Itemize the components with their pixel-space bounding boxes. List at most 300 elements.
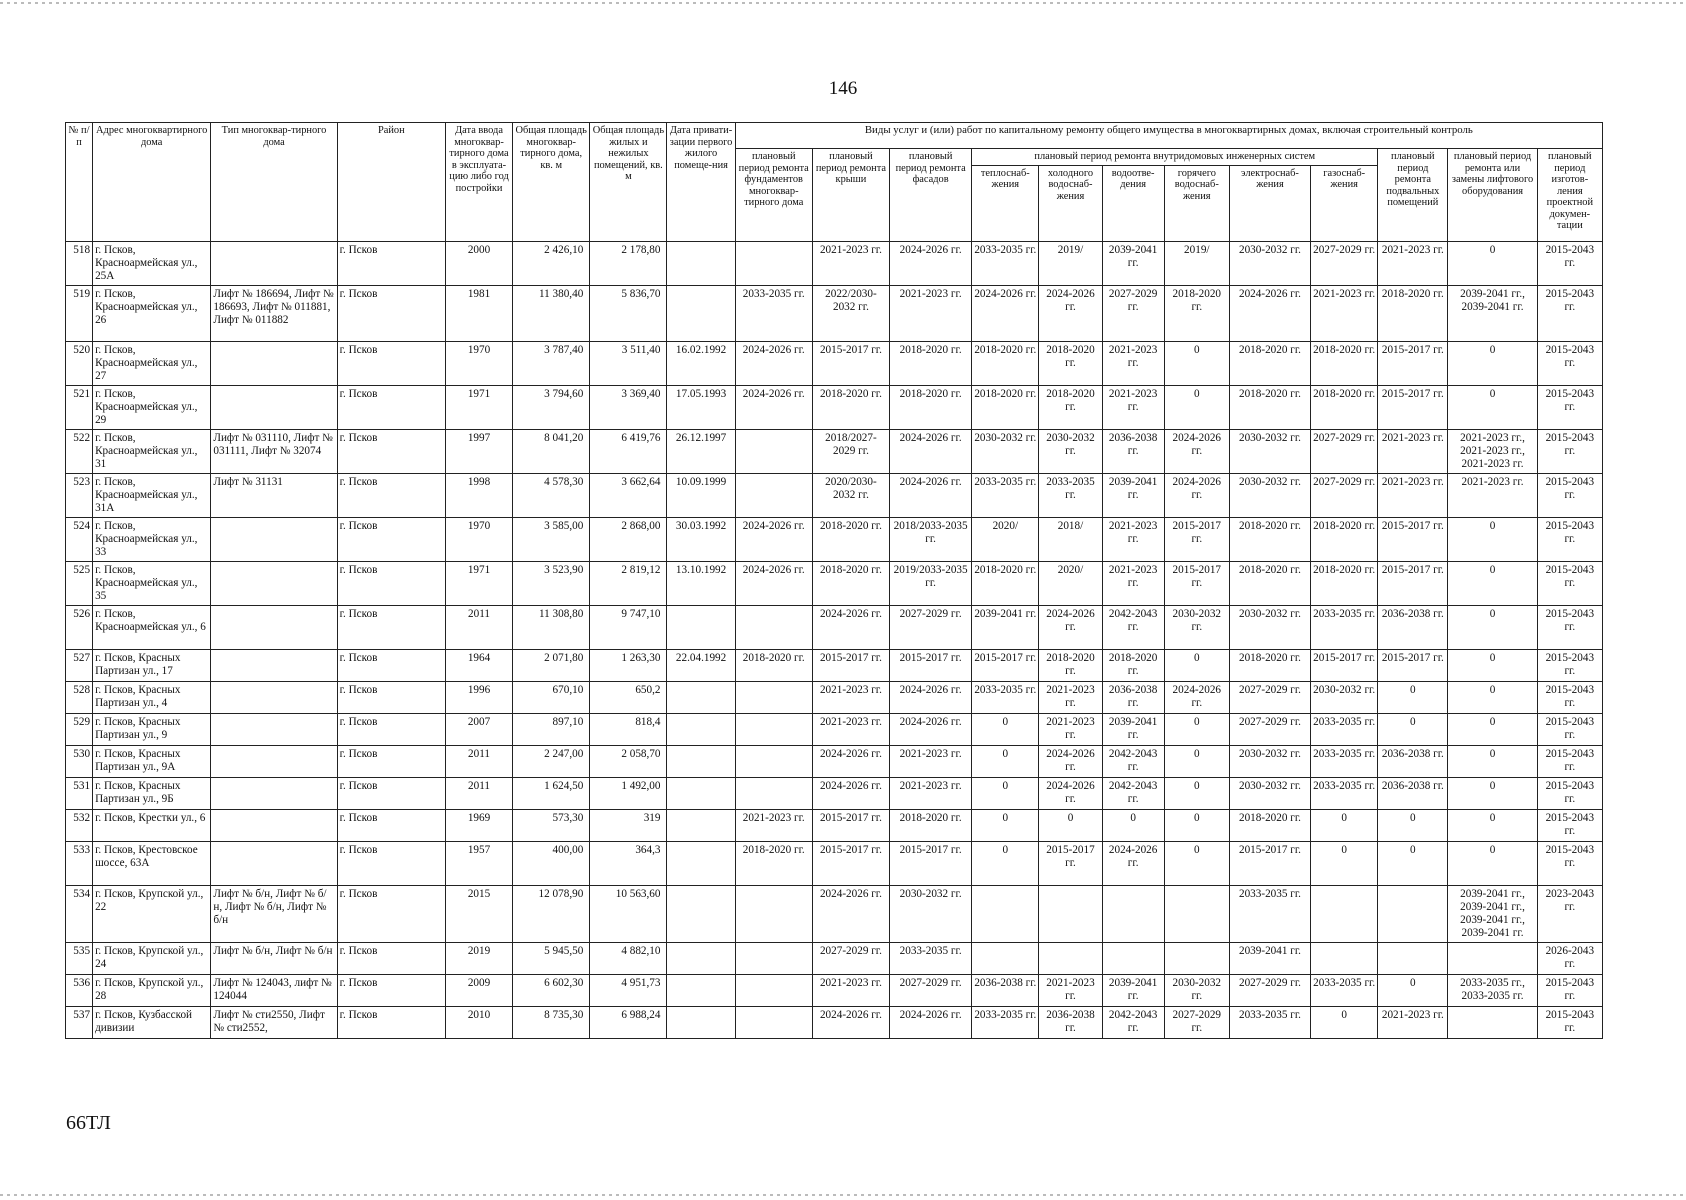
- facade-cell: 2018-2020 гг.: [890, 341, 972, 385]
- privatization-cell: [667, 1006, 735, 1038]
- row-num: 526: [66, 605, 93, 649]
- total-area-cell: 573,30: [513, 809, 590, 841]
- gas-cell: 2018-2020 гг.: [1311, 341, 1378, 385]
- heat-cell: 2033-2035 гг.: [972, 681, 1039, 713]
- heat-cell: 2030-2032 гг.: [972, 429, 1039, 473]
- basement-cell: 0: [1378, 974, 1448, 1006]
- district-cell: г. Псков: [337, 777, 445, 809]
- address-cell: г. Псков, Крупской ул., 22: [93, 885, 211, 942]
- living-area-cell: 3 369,40: [590, 385, 667, 429]
- sewer-cell: 2036-2038 гг.: [1102, 681, 1164, 713]
- project-cell: 2015-2043 гг.: [1537, 385, 1602, 429]
- table-row: [66, 841, 1603, 885]
- project-cell: 2015-2043 гг.: [1537, 1006, 1602, 1038]
- total-area-cell: 1 624,50: [513, 777, 590, 809]
- address-cell: г. Псков, Красноармейская ул., 31: [93, 429, 211, 473]
- lift-cell: [1448, 1006, 1537, 1038]
- sewer-cell: 0: [1102, 809, 1164, 841]
- electric-cell: 2030-2032 гг.: [1229, 429, 1310, 473]
- sewer-cell: 2024-2026 гг.: [1102, 841, 1164, 885]
- hot-water-cell: 0: [1164, 745, 1229, 777]
- lift-cell: 0: [1448, 517, 1537, 561]
- address-cell: г. Псков, Красноармейская ул., 27: [93, 341, 211, 385]
- table-row: [66, 777, 1603, 809]
- address-cell: г. Псков, Красноармейская ул., 31А: [93, 473, 211, 517]
- district-cell: г. Псков: [337, 885, 445, 942]
- row-num: 525: [66, 561, 93, 605]
- lift-cell: 2039-2041 гг., 2039-2041 гг., 2039-2041 гг., 2039-2041 гг.: [1448, 885, 1537, 942]
- heat-cell: 0: [972, 841, 1039, 885]
- table-row: [66, 649, 1603, 681]
- hot-water-cell: 2024-2026 гг.: [1164, 473, 1229, 517]
- header-lift: плановый период ремонта или замены лифтового оборудования: [1448, 149, 1537, 242]
- sewer-cell: 2021-2023 гг.: [1102, 517, 1164, 561]
- total-area-cell: 8 735,30: [513, 1006, 590, 1038]
- basement-cell: 0: [1378, 809, 1448, 841]
- gas-cell: 2018-2020 гг.: [1311, 517, 1378, 561]
- hot-water-cell: 0: [1164, 713, 1229, 745]
- foundation-cell: 2024-2026 гг.: [735, 561, 812, 605]
- year-cell: 2011: [445, 745, 512, 777]
- row-num: 521: [66, 385, 93, 429]
- header-project: плановый период изготов-ления проектной докумен-тации: [1537, 149, 1602, 242]
- district-cell: г. Псков: [337, 841, 445, 885]
- heat-cell: [972, 942, 1039, 974]
- cold-water-cell: 2015-2017 гг.: [1039, 841, 1102, 885]
- electric-cell: 2018-2020 гг.: [1229, 517, 1310, 561]
- lift-cell: 0: [1448, 777, 1537, 809]
- living-area-cell: 4 951,73: [590, 974, 667, 1006]
- scan-edge-bottom: [0, 1194, 1686, 1196]
- year-cell: 1971: [445, 385, 512, 429]
- gas-cell: 2033-2035 гг.: [1311, 974, 1378, 1006]
- roof-cell: 2024-2026 гг.: [812, 745, 889, 777]
- gas-cell: 2033-2035 гг.: [1311, 713, 1378, 745]
- hot-water-cell: 0: [1164, 341, 1229, 385]
- living-area-cell: 2 819,12: [590, 561, 667, 605]
- basement-cell: 2021-2023 гг.: [1378, 473, 1448, 517]
- project-cell: 2026-2043 гг.: [1537, 942, 1602, 974]
- sewer-cell: [1102, 885, 1164, 942]
- district-cell: г. Псков: [337, 285, 445, 341]
- heat-cell: 2039-2041 гг.: [972, 605, 1039, 649]
- lift-cell: 0: [1448, 385, 1537, 429]
- cold-water-cell: 2018-2020 гг.: [1039, 385, 1102, 429]
- header-hot-water: горячего водоснаб-жения: [1164, 165, 1229, 241]
- sewer-cell: 2036-2038 гг.: [1102, 429, 1164, 473]
- facade-cell: 2027-2029 гг.: [890, 974, 972, 1006]
- project-cell: 2015-2043 гг.: [1537, 561, 1602, 605]
- table-row: [66, 341, 1603, 385]
- sewer-cell: [1102, 942, 1164, 974]
- privatization-cell: [667, 841, 735, 885]
- total-area-cell: 3 523,90: [513, 561, 590, 605]
- basement-cell: 0: [1378, 713, 1448, 745]
- privatization-cell: 17.05.1993: [667, 385, 735, 429]
- lift-cell: [1448, 942, 1537, 974]
- row-num: 535: [66, 942, 93, 974]
- header-sewer: водоотве-дения: [1102, 165, 1164, 241]
- facade-cell: 2027-2029 гг.: [890, 605, 972, 649]
- heat-cell: 2033-2035 гг.: [972, 473, 1039, 517]
- total-area-cell: 3 787,40: [513, 341, 590, 385]
- facade-cell: 2018/2033-2035 гг.: [890, 517, 972, 561]
- electric-cell: 2024-2026 гг.: [1229, 285, 1310, 341]
- living-area-cell: 3 662,64: [590, 473, 667, 517]
- address-cell: г. Псков, Красноармейская ул., 33: [93, 517, 211, 561]
- sewer-cell: 2042-2043 гг.: [1102, 745, 1164, 777]
- year-cell: 2019: [445, 942, 512, 974]
- project-cell: 2015-2043 гг.: [1537, 241, 1602, 285]
- sewer-cell: 2042-2043 гг.: [1102, 1006, 1164, 1038]
- facade-cell: 2024-2026 гг.: [890, 681, 972, 713]
- electric-cell: 2030-2032 гг.: [1229, 777, 1310, 809]
- table-row: [66, 1006, 1603, 1038]
- total-area-cell: 670,10: [513, 681, 590, 713]
- header-num: № п/п: [66, 123, 93, 242]
- foundation-cell: [735, 974, 812, 1006]
- heat-cell: 2020/: [972, 517, 1039, 561]
- address-cell: г. Псков, Красноармейская ул., 26: [93, 285, 211, 341]
- lift-type-cell: Лифт № б/н, Лифт № б/н, Лифт № б/н, Лифт № б/н: [211, 885, 337, 942]
- living-area-cell: 818,4: [590, 713, 667, 745]
- sewer-cell: 2039-2041 гг.: [1102, 473, 1164, 517]
- header-privatization: Дата привати-зации первого жилого помеще-ния: [667, 123, 735, 242]
- privatization-cell: 22.04.1992: [667, 649, 735, 681]
- district-cell: г. Псков: [337, 681, 445, 713]
- facade-cell: 2018-2020 гг.: [890, 809, 972, 841]
- row-num: 522: [66, 429, 93, 473]
- total-area-cell: 2 071,80: [513, 649, 590, 681]
- table-row: [66, 517, 1603, 561]
- heat-cell: 2015-2017 гг.: [972, 649, 1039, 681]
- year-cell: 1970: [445, 341, 512, 385]
- electric-cell: 2039-2041 гг.: [1229, 942, 1310, 974]
- heat-cell: 2018-2020 гг.: [972, 341, 1039, 385]
- cold-water-cell: [1039, 942, 1102, 974]
- foundation-cell: [735, 713, 812, 745]
- table-row: [66, 285, 1603, 341]
- total-area-cell: 6 602,30: [513, 974, 590, 1006]
- header-living-area: Общая площадь жилых и нежилых помещений, кв. м: [590, 123, 667, 242]
- living-area-cell: 2 178,80: [590, 241, 667, 285]
- lift-cell: 0: [1448, 561, 1537, 605]
- cold-water-cell: 2036-2038 гг.: [1039, 1006, 1102, 1038]
- cold-water-cell: 2021-2023 гг.: [1039, 681, 1102, 713]
- lift-type-cell: [211, 605, 337, 649]
- lift-cell: 2039-2041 гг., 2039-2041 гг.: [1448, 285, 1537, 341]
- sewer-cell: 2027-2029 гг.: [1102, 285, 1164, 341]
- roof-cell: 2024-2026 гг.: [812, 605, 889, 649]
- lift-cell: 0: [1448, 841, 1537, 885]
- hot-water-cell: 0: [1164, 841, 1229, 885]
- facade-cell: 2024-2026 гг.: [890, 473, 972, 517]
- address-cell: г. Псков, Красных Партизан ул., 9А: [93, 745, 211, 777]
- lift-cell: 0: [1448, 649, 1537, 681]
- lift-type-cell: [211, 649, 337, 681]
- electric-cell: 2030-2032 гг.: [1229, 605, 1310, 649]
- lift-type-cell: [211, 681, 337, 713]
- facade-cell: 2018-2020 гг.: [890, 385, 972, 429]
- lift-cell: 2021-2023 гг., 2021-2023 гг., 2021-2023 гг.: [1448, 429, 1537, 473]
- gas-cell: [1311, 885, 1378, 942]
- gas-cell: [1311, 942, 1378, 974]
- header-total-area: Общая площадь многоквар-тирного дома, кв. м: [513, 123, 590, 242]
- year-cell: 1969: [445, 809, 512, 841]
- heat-cell: 2036-2038 гг.: [972, 974, 1039, 1006]
- address-cell: г. Псков, Красноармейская ул., 6: [93, 605, 211, 649]
- header-foundation: плановый период ремонта фундаментов многоквар-тирного дома: [735, 149, 812, 242]
- district-cell: г. Псков: [337, 974, 445, 1006]
- foundation-cell: [735, 681, 812, 713]
- address-cell: г. Псков, Крестки ул., 6: [93, 809, 211, 841]
- electric-cell: 2030-2032 гг.: [1229, 473, 1310, 517]
- lift-type-cell: Лифт № 124043, лифт № 124044: [211, 974, 337, 1006]
- privatization-cell: [667, 974, 735, 1006]
- header-address: Адрес многоквартирного дома: [93, 123, 211, 242]
- facade-cell: 2033-2035 гг.: [890, 942, 972, 974]
- privatization-cell: [667, 745, 735, 777]
- roof-cell: 2015-2017 гг.: [812, 809, 889, 841]
- header-roof: плановый период ремонта крыши: [812, 149, 889, 242]
- facade-cell: 2024-2026 гг.: [890, 241, 972, 285]
- cold-water-cell: 2018-2020 гг.: [1039, 341, 1102, 385]
- cold-water-cell: 2024-2026 гг.: [1039, 285, 1102, 341]
- lift-type-cell: Лифт № 31131: [211, 473, 337, 517]
- row-num: 529: [66, 713, 93, 745]
- total-area-cell: 2 426,10: [513, 241, 590, 285]
- row-num: 537: [66, 1006, 93, 1038]
- gas-cell: 2030-2032 гг.: [1311, 681, 1378, 713]
- project-cell: 2015-2043 гг.: [1537, 777, 1602, 809]
- roof-cell: 2024-2026 гг.: [812, 777, 889, 809]
- gas-cell: 2033-2035 гг.: [1311, 605, 1378, 649]
- cold-water-cell: 2030-2032 гг.: [1039, 429, 1102, 473]
- lift-type-cell: [211, 809, 337, 841]
- facade-cell: 2015-2017 гг.: [890, 649, 972, 681]
- header-district: Район: [337, 123, 445, 242]
- lift-cell: 0: [1448, 745, 1537, 777]
- row-num: 532: [66, 809, 93, 841]
- project-cell: 2015-2043 гг.: [1537, 681, 1602, 713]
- year-cell: 1997: [445, 429, 512, 473]
- basement-cell: 2015-2017 гг.: [1378, 385, 1448, 429]
- table-row: [66, 385, 1603, 429]
- gas-cell: 2021-2023 гг.: [1311, 285, 1378, 341]
- lift-type-cell: [211, 385, 337, 429]
- hot-water-cell: 2018-2020 гг.: [1164, 285, 1229, 341]
- year-cell: 1970: [445, 517, 512, 561]
- year-cell: 2011: [445, 777, 512, 809]
- header-heat: теплоснаб-жения: [972, 165, 1039, 241]
- roof-cell: 2015-2017 гг.: [812, 649, 889, 681]
- page-number: 146: [828, 78, 858, 99]
- district-cell: г. Псков: [337, 809, 445, 841]
- foundation-cell: [735, 605, 812, 649]
- year-cell: 1964: [445, 649, 512, 681]
- cold-water-cell: 2033-2035 гг.: [1039, 473, 1102, 517]
- living-area-cell: 2 868,00: [590, 517, 667, 561]
- heat-cell: 2018-2020 гг.: [972, 385, 1039, 429]
- basement-cell: [1378, 885, 1448, 942]
- privatization-cell: 26.12.1997: [667, 429, 735, 473]
- cold-water-cell: [1039, 885, 1102, 942]
- basement-cell: 2036-2038 гг.: [1378, 745, 1448, 777]
- sewer-cell: 2021-2023 гг.: [1102, 385, 1164, 429]
- foundation-cell: [735, 745, 812, 777]
- heat-cell: 2033-2035 гг.: [972, 1006, 1039, 1038]
- sewer-cell: 2018-2020 гг.: [1102, 649, 1164, 681]
- header-engineering: плановый период ремонта внутридомовых инженерных систем: [972, 149, 1378, 166]
- living-area-cell: 319: [590, 809, 667, 841]
- hot-water-cell: 2030-2032 гг.: [1164, 974, 1229, 1006]
- header-basement: плановый период ремонта подвальных помещений: [1378, 149, 1448, 242]
- basement-cell: 2015-2017 гг.: [1378, 649, 1448, 681]
- foundation-cell: [735, 473, 812, 517]
- facade-cell: 2024-2026 гг.: [890, 429, 972, 473]
- cold-water-cell: 2020/: [1039, 561, 1102, 605]
- foundation-cell: 2033-2035 гг.: [735, 285, 812, 341]
- total-area-cell: 400,00: [513, 841, 590, 885]
- foundation-cell: [735, 885, 812, 942]
- privatization-cell: [667, 809, 735, 841]
- roof-cell: 2018-2020 гг.: [812, 517, 889, 561]
- scan-edge-top: [0, 2, 1686, 4]
- electric-cell: 2030-2032 гг.: [1229, 745, 1310, 777]
- lift-cell: 0: [1448, 605, 1537, 649]
- electric-cell: 2027-2029 гг.: [1229, 974, 1310, 1006]
- year-cell: 2010: [445, 1006, 512, 1038]
- project-cell: 2015-2043 гг.: [1537, 841, 1602, 885]
- heat-cell: 2024-2026 гг.: [972, 285, 1039, 341]
- roof-cell: 2021-2023 гг.: [812, 681, 889, 713]
- cold-water-cell: 2021-2023 гг.: [1039, 974, 1102, 1006]
- basement-cell: 2036-2038 гг.: [1378, 605, 1448, 649]
- header-services: Виды услуг и (или) работ по капитальному ремонту общего имущества в многоквартирных домах, включая строительный контроль: [735, 123, 1602, 149]
- gas-cell: 0: [1311, 1006, 1378, 1038]
- roof-cell: 2021-2023 гг.: [812, 974, 889, 1006]
- electric-cell: 2018-2020 гг.: [1229, 341, 1310, 385]
- electric-cell: 2018-2020 гг.: [1229, 649, 1310, 681]
- lift-type-cell: Лифт № 186694, Лифт № 186693, Лифт № 011881, Лифт № 011882: [211, 285, 337, 341]
- district-cell: г. Псков: [337, 429, 445, 473]
- basement-cell: 2015-2017 гг.: [1378, 341, 1448, 385]
- total-area-cell: 8 041,20: [513, 429, 590, 473]
- sewer-cell: 2039-2041 гг.: [1102, 974, 1164, 1006]
- heat-cell: 2018-2020 гг.: [972, 561, 1039, 605]
- privatization-cell: 16.02.1992: [667, 341, 735, 385]
- total-area-cell: 897,10: [513, 713, 590, 745]
- facade-cell: 2015-2017 гг.: [890, 841, 972, 885]
- foundation-cell: [735, 241, 812, 285]
- sewer-cell: 2021-2023 гг.: [1102, 341, 1164, 385]
- address-cell: г. Псков, Крупской ул., 28: [93, 974, 211, 1006]
- address-cell: г. Псков, Красноармейская ул., 25А: [93, 241, 211, 285]
- privatization-cell: [667, 285, 735, 341]
- electric-cell: 2030-2032 гг.: [1229, 241, 1310, 285]
- roof-cell: 2018/2027-2029 гг.: [812, 429, 889, 473]
- gas-cell: 2018-2020 гг.: [1311, 385, 1378, 429]
- sewer-cell: 2039-2041 гг.: [1102, 241, 1164, 285]
- address-cell: г. Псков, Крестовское шоссе, 63А: [93, 841, 211, 885]
- lift-type-cell: Лифт № б/н, Лифт № б/н: [211, 942, 337, 974]
- address-cell: г. Псков, Красных Партизан ул., 17: [93, 649, 211, 681]
- roof-cell: 2027-2029 гг.: [812, 942, 889, 974]
- total-area-cell: 11 308,80: [513, 605, 590, 649]
- roof-cell: 2020/2030-2032 гг.: [812, 473, 889, 517]
- living-area-cell: 5 836,70: [590, 285, 667, 341]
- cold-water-cell: 2021-2023 гг.: [1039, 713, 1102, 745]
- living-area-cell: 650,2: [590, 681, 667, 713]
- lift-type-cell: [211, 745, 337, 777]
- capital-repair-table: [65, 122, 1603, 1039]
- facade-cell: 2024-2026 гг.: [890, 713, 972, 745]
- living-area-cell: 9 747,10: [590, 605, 667, 649]
- project-cell: 2015-2043 гг.: [1537, 517, 1602, 561]
- table-row: [66, 561, 1603, 605]
- facade-cell: 2021-2023 гг.: [890, 285, 972, 341]
- foundation-cell: 2024-2026 гг.: [735, 385, 812, 429]
- living-area-cell: 364,3: [590, 841, 667, 885]
- lift-type-cell: Лифт № 031110, Лифт № 031111, Лифт № 32074: [211, 429, 337, 473]
- table-row: [66, 241, 1603, 285]
- cold-water-cell: 2019/: [1039, 241, 1102, 285]
- sewer-cell: 2042-2043 гг.: [1102, 777, 1164, 809]
- foundation-cell: [735, 942, 812, 974]
- lift-type-cell: [211, 713, 337, 745]
- lift-cell: 0: [1448, 713, 1537, 745]
- lift-type-cell: [211, 777, 337, 809]
- foundation-cell: [735, 1006, 812, 1038]
- row-num: 519: [66, 285, 93, 341]
- lift-cell: 0: [1448, 241, 1537, 285]
- header-year: Дата ввода многоквар-тирного дома в эксплуата-цию либо год постройки: [445, 123, 512, 242]
- roof-cell: 2015-2017 гг.: [812, 841, 889, 885]
- table-row: [66, 605, 1603, 649]
- footer-code: 66ТЛ: [66, 1112, 111, 1134]
- header-lift-type: Тип многоквар-тирного дома: [211, 123, 337, 242]
- cold-water-cell: 2018-2020 гг.: [1039, 649, 1102, 681]
- gas-cell: 0: [1311, 841, 1378, 885]
- roof-cell: 2024-2026 гг.: [812, 1006, 889, 1038]
- district-cell: г. Псков: [337, 713, 445, 745]
- lift-type-cell: [211, 517, 337, 561]
- foundation-cell: [735, 777, 812, 809]
- row-num: 518: [66, 241, 93, 285]
- privatization-cell: [667, 681, 735, 713]
- heat-cell: 0: [972, 809, 1039, 841]
- lift-cell: 0: [1448, 341, 1537, 385]
- district-cell: г. Псков: [337, 942, 445, 974]
- heat-cell: 0: [972, 745, 1039, 777]
- basement-cell: 0: [1378, 841, 1448, 885]
- hot-water-cell: 2015-2017 гг.: [1164, 561, 1229, 605]
- table-row: [66, 429, 1603, 473]
- basement-cell: 0: [1378, 681, 1448, 713]
- row-num: 520: [66, 341, 93, 385]
- gas-cell: 2027-2029 гг.: [1311, 241, 1378, 285]
- year-cell: 2015: [445, 885, 512, 942]
- basement-cell: 2021-2023 гг.: [1378, 1006, 1448, 1038]
- electric-cell: 2027-2029 гг.: [1229, 681, 1310, 713]
- foundation-cell: 2024-2026 гг.: [735, 517, 812, 561]
- facade-cell: 2021-2023 гг.: [890, 777, 972, 809]
- total-area-cell: 3 585,00: [513, 517, 590, 561]
- address-cell: г. Псков, Красных Партизан ул., 9: [93, 713, 211, 745]
- heat-cell: 0: [972, 713, 1039, 745]
- hot-water-cell: 0: [1164, 777, 1229, 809]
- living-area-cell: 1 263,30: [590, 649, 667, 681]
